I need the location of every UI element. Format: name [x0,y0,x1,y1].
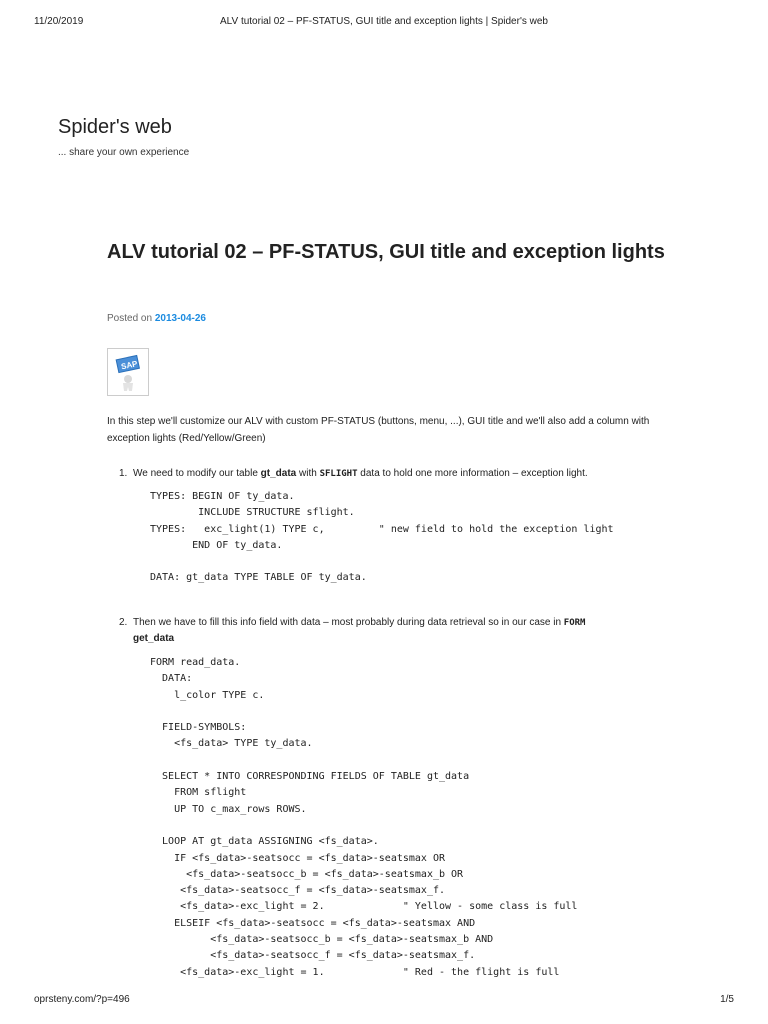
list-item-step-1 [119,466,639,482]
print-date: 11/20/2019 [34,16,84,27]
print-header [0,16,768,32]
step-text: with [296,468,320,479]
code-block-read-data: FORM read_data. DATA: l_color TYPE c. FIELD-SYMBOLS: <fs_data> TYPE ty_data. SELECT * INTO CORRESPONDING FIELDS OF TABLE gt_data FROM sflight UP TO c_max_rows ROWS. LOOP AT gt_data ASSIGNING <fs_data>. IF <fs_data>-seatsocc = <fs_data>-seatsmax OR <fs_data>-seatsocc_b = <fs_data>-seatsmax_b OR <fs_data>-seatsocc_f = <fs_data>-seatsmax_f. <fs_data>-exc_light = 2. " Yellow - some class is full ELSEIF <fs_data>-seatsocc = <fs_data>-seatsmax AND <fs_data>-seatsocc_b = <fs_data>-seatsmax_b AND <fs_data>-seatsocc_f = <fs_data>-seatsmax_f. <fs_data>-exc_light = 1. " Red - the flight is full [150,657,578,978]
step-code-ref: gt_data [260,468,297,479]
step-keyword: SFLIGHT [319,469,358,479]
posted-date-link[interactable]: 2013-04-26 [154,313,206,324]
posted-label: Posted on [107,313,153,324]
site-title[interactable]: Spider's web [58,116,172,138]
print-footer [0,994,768,1008]
svg-text:SAP: SAP [120,359,139,372]
step-number: 2. [119,617,128,628]
code-block-types: TYPES: BEGIN OF ty_data. INCLUDE STRUCTURE sflight. TYPES: exc_light(1) TYPE c, " new field to hold the exception light END OF ty_data. DATA: gt_data TYPE TABLE OF ty_data. [150,491,614,584]
page-counter: 1/5 [720,994,734,1005]
posted-on [107,313,206,324]
print-doc-title: ALV tutorial 02 – PF-STATUS, GUI title and exception lights | Spider's web [220,16,548,27]
sap-logo-person-icon [108,349,148,395]
post-title: ALV tutorial 02 – PF-STATUS, GUI title and exception lights [107,241,665,263]
step-text: Then we have to fill this info field with data – most probably during data retrieval so in our case in [133,617,564,628]
list-item-step-2 [119,615,639,646]
step-text: data to hold one more information – exception light. [357,468,588,479]
post-intro: In this step we'll customize our ALV with custom PF-STATUS (buttons, menu, ...), GUI title and we'll also add a column with exception lights (Red/Yellow/Green) [107,416,650,444]
step-text: We need to modify our table [133,468,261,479]
print-url: oprsteny.com/?p=496 [34,994,130,1005]
step-number: 1. [119,468,128,479]
post-thumbnail[interactable] [107,348,149,396]
site-tagline: ... share your own experience [58,147,190,158]
step-code-ref: get_data [133,633,175,644]
step-keyword: FORM [563,618,586,628]
